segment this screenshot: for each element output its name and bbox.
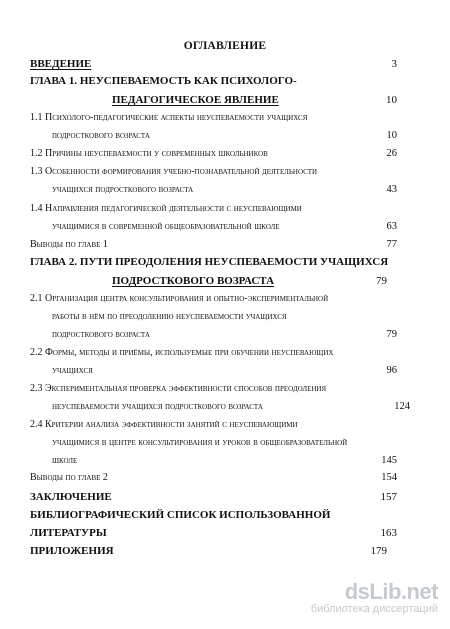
toc-page-number: 26	[386, 148, 397, 159]
toc-page-number: 163	[380, 527, 397, 539]
toc-entry-chapter2-line1: ГЛАВА 2. ПУТИ ПРЕОДОЛЕНИЯ НЕУСПЕВАЕМОСТИ УЧАЩИХСЯ	[30, 256, 389, 268]
toc-entry-appendices: ПРИЛОЖЕНИЯ	[30, 545, 114, 557]
toc-entry-2-2-line2: учащихся	[52, 365, 93, 376]
toc-page-number: 157	[380, 491, 397, 503]
toc-page-number: 3	[391, 58, 397, 70]
toc-entry-1-3-line1: 1.3 Особенности формирования учебно-познавательной деятельности	[30, 166, 318, 177]
toc-entry-1-1-line1: 1.1 Психолого-педагогические аспекты неуспеваемости учащихся	[30, 112, 308, 123]
toc-page-number: 145	[381, 455, 397, 466]
toc-entry-1-3-line2: учащихся подросткового возраста	[52, 184, 194, 195]
toc-entry-bibliography-line2: ЛИТЕРАТУРЫ	[30, 527, 107, 539]
toc-entry-introduction: ВВЕДЕНИЕ	[30, 58, 92, 70]
watermark-subtitle: библиотека диссертаций	[310, 603, 438, 615]
toc-page-number: 79	[386, 329, 397, 340]
toc-entry-conclusions-1: Выводы по главе 1	[30, 239, 108, 250]
toc-entry-2-3-line1: 2.3 Экспериментальная проверка эффективности способов преодоления	[30, 383, 327, 394]
toc-entry-chapter1-line2: ПЕДАГОГИЧЕСКОЕ ЯВЛЕНИЕ	[112, 94, 279, 106]
toc-page-number: 10	[386, 130, 397, 141]
toc-entry-2-1-line3: подросткового возраста	[52, 329, 150, 340]
toc-entry-1-4-line1: 1.4 Направления педагогической деятельности с неуспевающими	[30, 203, 302, 214]
toc-entry-chapter2-line2: ПОДРОСТКОВОГО ВОЗРАСТА	[112, 275, 275, 287]
toc-page-number: 63	[386, 221, 397, 232]
toc-entry-2-4-line2: учащимися в центре консультирования и уроков в общеобразовательной	[52, 437, 348, 448]
toc-entry-1-1-line2: подросткового возраста	[52, 130, 150, 141]
toc-entry-bibliography-line1: БИБЛИОГРАФИЧЕСКИЙ СПИСОК ИСПОЛЬЗОВАННОЙ	[30, 509, 331, 521]
toc-entry-2-4-line3: школе	[52, 455, 78, 466]
toc-entry-1-2: 1.2 Причины неуспеваемости у современных школьников	[30, 148, 268, 159]
toc-entry-2-3-line2: неуспеваемости учащихся подросткового возраста	[52, 401, 263, 412]
toc-entry-2-1-line1: 2.1 Организация центра консультирования и опытно-экспериментальной	[30, 293, 329, 304]
toc-page-number: 43	[386, 184, 397, 195]
toc-page-number: 179	[370, 545, 387, 557]
toc-entry-2-2-line1: 2.2 Формы, методы и приёмы, используемые при обучении неуспевающих	[30, 347, 334, 358]
toc-entry-chapter1-line1: ГЛАВА 1. НЕУСПЕВАЕМОСТЬ КАК ПСИХОЛОГО-	[30, 75, 297, 87]
toc-entry-1-4-line2: учащимися в современной общеобразовательной школе	[52, 221, 280, 232]
toc-page-number: 124	[394, 401, 410, 412]
toc-page-number: 10	[386, 94, 397, 106]
toc-page-number: 79	[376, 275, 387, 287]
watermark-logo: dsLib.net	[344, 579, 438, 604]
toc-entry-conclusion: ЗАКЛЮЧЕНИЕ	[30, 491, 112, 503]
toc-page-number: 96	[386, 365, 397, 376]
watermark	[311, 579, 438, 615]
toc-page-number: 77	[386, 239, 397, 250]
page-title: ОГЛАВЛЕНИЕ	[183, 40, 267, 52]
toc-entry-2-4-line1: 2.4 Критерии анализа эффективности занятий с неуспевающими	[30, 419, 298, 430]
toc-entry-2-1-line2: работы в нём по преодолению неуспеваемости учащихся	[52, 311, 287, 322]
toc-page-number: 154	[381, 472, 397, 483]
toc-entry-conclusions-2: Выводы по главе 2	[30, 472, 108, 483]
